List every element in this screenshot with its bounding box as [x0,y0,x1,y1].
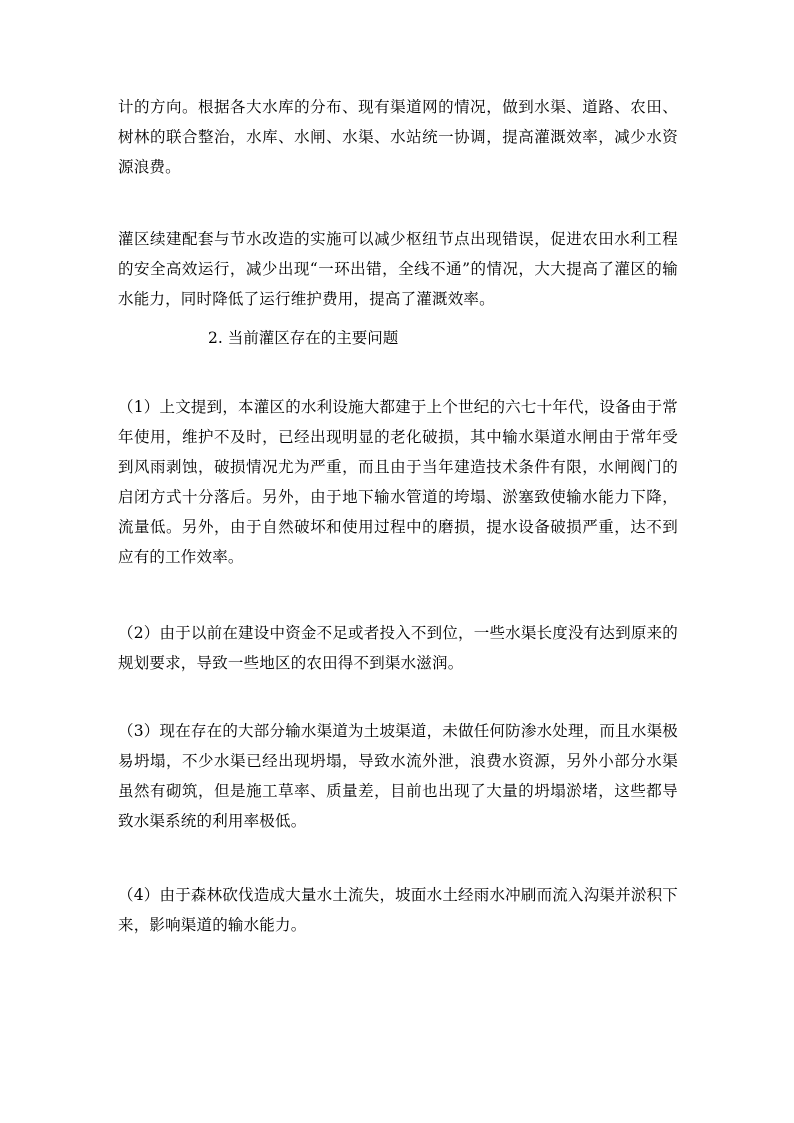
issue-paragraph-2: （2）由于以前在建设中资金不足或者投入不到位，一些水渠长度没有达到原来的规划要求，导致一些地区的农田得不到渠水滋润。 [118,624,678,672]
paragraph-direction: 计的方向。根据各大水库的分布、现有渠道网的情况，做到水渠、道路、农田、树林的联合整治，水库、水闸、水渠、水站统一协调，提高灌溉效率，减少水资源浪费。 [118,98,678,176]
issue-paragraph-3: （3）现在存在的大部分输水渠道为土坡渠道，未做任何防渗水处理，而且水渠极易坍塌，不少水渠已经出现坍塌，导致水流外泄，浪费水资源，另外小部分水渠虽然有砌筑，但是施工草率、质量差，目前也出现了大量的坍塌淤堵，这些都导致水渠系统的利用率极低。 [118,722,678,830]
issue-paragraph-4: （4）由于森林砍伐造成大量水土流失，坡面水土经雨水冲刷而流入沟渠并淤积下来，影响渠道的输水能力。 [118,886,678,934]
section-heading: 2. 当前灌区存在的主要问题 [208,329,399,347]
paragraph-irrigation-benefits: 灌区续建配套与节水改造的实施可以减少枢纽节点出现错误，促进农田水利工程的安全高效运行，减少出现“一环出错，全线不通”的情况，大大提高了灌区的输水能力，同时降低了运行维护费用，提高了灌溉效率。 [118,230,678,308]
issue-paragraph-1: （1）上文提到，本灌区的水利设施大都建于上个世纪的六七十年代，设备由于常年使用，维护不及时，已经出现明显的老化破损，其中输水渠道水闸由于常年受到风雨剥蚀，破损情况尤为严重，而且由于当年建造技术条件有限，水闸阀门的启闭方式十分落后。另外，由于地下输水管道的垮塌、淤塞致使输水能力下降，流量低。另外，由于自然破坏和使用过程中的磨损，提水设备破损严重，达不到应有的工作效率。 [118,398,678,566]
